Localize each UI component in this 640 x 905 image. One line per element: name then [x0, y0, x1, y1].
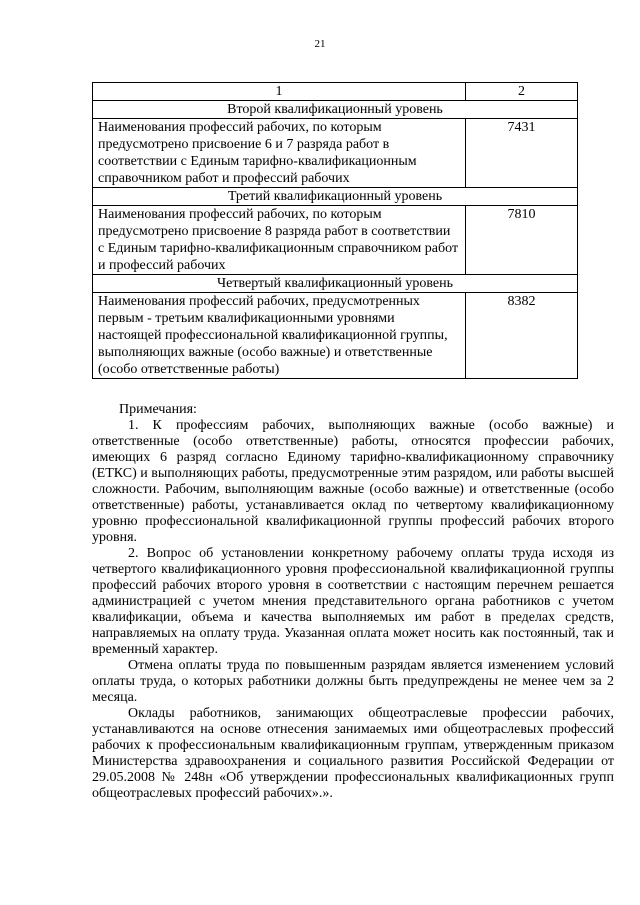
table-level-row [93, 101, 578, 119]
notes-section [92, 402, 614, 802]
profession-description: Наименования профессий рабочих, по которым предусмотрено присвоение 6 и 7 разряда работ в соответствии с Единым тарифно-квалификационным справочником работ и профессий рабочих [93, 119, 466, 188]
table-row [93, 206, 578, 275]
table-header-col2: 2 [466, 83, 578, 101]
salary-value: 8382 [466, 293, 578, 379]
salary-value: 7810 [466, 206, 578, 275]
table-level-row [93, 188, 578, 206]
table-level-row [93, 275, 578, 293]
table-row [93, 119, 578, 188]
notes-title: Примечания: [119, 402, 197, 417]
level-heading: Второй квалификационный уровень [93, 101, 578, 119]
note-paragraph: Отмена оплаты труда по повышенным разрядам является изменением условий оплаты труда, о которых работники должны быть предупреждены не менее чем за 2 месяца. [92, 658, 614, 705]
note-paragraph: 2. Вопрос об установлении конкретному рабочему оплаты труда исходя из четвертого квалификационного уровня профессиональной квалификационной группы профессий рабочих второго уровня в соответствии с настоящим перечнем решается администрацией с учетом мнения представительного органа работников с учетом квалификации, объема и качества выполняемых им работ в пределах средств, направляемых на оплату труда. Указанная оплата может носить как постоянный, так и временный характер. [92, 546, 614, 657]
profession-description: Наименования профессий рабочих, предусмотренных первым - третьим квалификационными уровнями настоящей профессиональной квалификационной группы, выполняющих важные (особо важные) и ответственные (особо ответственные работы) [93, 293, 466, 379]
table-row [93, 293, 578, 379]
page-number: 21 [314, 38, 326, 50]
table-header-col1: 1 [93, 83, 466, 101]
level-heading: Четвертый квалификационный уровень [93, 275, 578, 293]
level-heading: Третий квалификационный уровень [93, 188, 578, 206]
table-header-row [93, 83, 578, 101]
profession-description: Наименования профессий рабочих, по которым предусмотрено присвоение 8 разряда работ в соответствии с Единым тарифно-квалификационным справочником работ и профессий рабочих [93, 206, 466, 275]
note-paragraph: 1. К профессиям рабочих, выполняющих важные (особо важные) и ответственные (особо ответственные) работы, относятся профессии рабочих, имеющих 6 разряд согласно Единому тарифно-квалификационному справочнику (ЕТКС) и выполняющих работы, предусмотренные этим разрядом, или работы высшей сложности. Рабочим, выполняющим важные (особо важные) и ответственные (особо ответственные) работы, устанавливается оклад по четвертому квалификационному уровню профессиональной квалификационной группы профессий рабочих второго уровня. [92, 418, 614, 545]
salary-value: 7431 [466, 119, 578, 188]
note-paragraph: Оклады работников, занимающих общеотраслевые профессии рабочих, устанавливаются на основе отнесения занимаемых ими общеотраслевых профессий рабочих к профессиональным квалификационным группам, утвержденным приказом Министерства здравоохранения и социального развития Российской Федерации от 29.05.2008 № 248н «Об утверждении профессиональных квалификационных групп общеотраслевых профессий рабочих».». [92, 706, 614, 801]
qualification-table [92, 82, 578, 379]
